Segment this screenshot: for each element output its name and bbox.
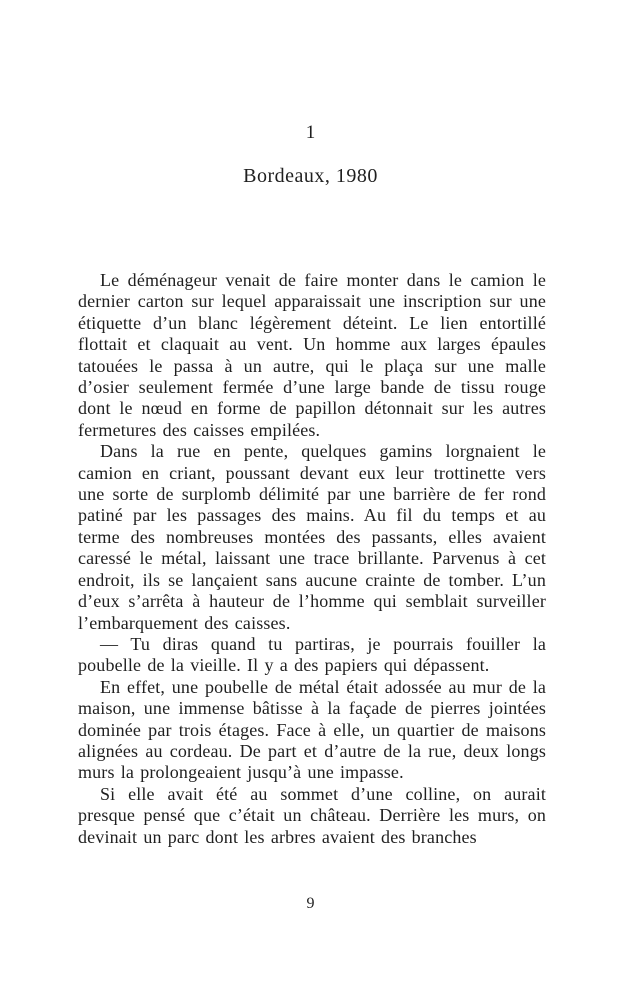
chapter-subtitle: Bordeaux, 1980: [243, 165, 378, 187]
page-number: 9: [306, 895, 315, 912]
paragraph-dialogue: — Tu diras quand tu partiras, je pourrais fouiller la poubelle de la vieille. Il y a des papiers qui dépassent.: [78, 633, 546, 676]
chapter-number: 1: [305, 122, 316, 143]
body-text: [78, 270, 546, 848]
paragraph: Si elle avait été au sommet d’une colline, on aurait presque pensé que c’était un château. Derrière les murs, on devinait un parc dont les arbres avaient des branches: [78, 783, 546, 847]
paragraph: Le déménageur venait de faire monter dans le camion le dernier carton sur lequel apparaissait une inscription sur une étiquette d’un blanc légèrement déteint. Le lien entortillé flottait et claquait au vent. Un homme aux larges épaules tatouées le passa à un autre, qui le plaça sur une malle d’osier seulement fermée d’une large bande de tissu rouge dont le nœud en forme de papillon détonnait sur les autres fermetures des caisses empilées.: [78, 270, 546, 440]
paragraph: Dans la rue en pente, quelques gamins lorgnaient le camion en criant, poussant devant eux leur trottinette vers une sorte de surplomb délimité par une barrière de fer rond patiné par les passages des mains. Au fil du temps et au terme des nombreuses montées des passants, elles avaient caressé le métal, laissant une trace brillante. Parvenus à cet endroit, ils se lançaient sans aucune crainte de tomber. L’un d’eux s’arrêta à hauteur de l’homme qui semblait surveiller l’embarquement des caisses.: [78, 441, 546, 633]
paragraph: En effet, une poubelle de métal était adossée au mur de la maison, une immense bâtisse à la façade de pierres jointées dominée par trois étages. Face à elle, un quartier de maisons alignées au cordeau. De part et d’autre de la rue, deux longs murs la prolongeaient jusqu’à une impasse.: [78, 676, 546, 783]
